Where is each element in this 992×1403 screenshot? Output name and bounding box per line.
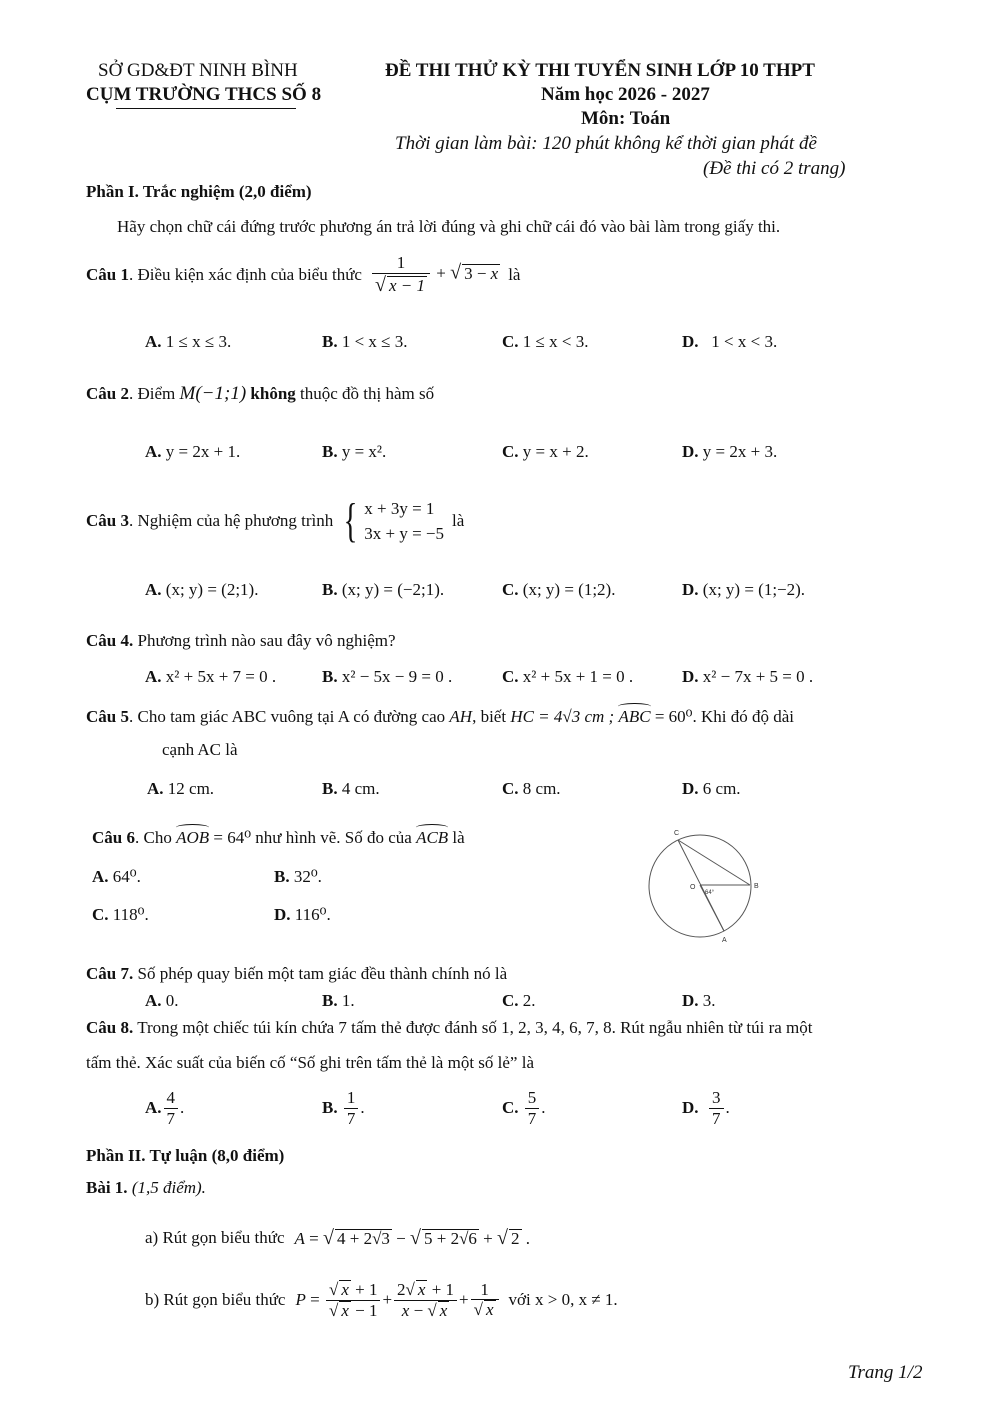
q1-label: Câu 1 [86,265,129,284]
q3-option-d: D. (x; y) = (1;−2). [682,580,806,599]
q1-option-c: C. 1 ≤ x < 3. [502,332,589,351]
q7-option-b: B. 1. [322,991,355,1010]
expression-a: A = √ 4 + 2√3 − √ 5 + 2√6 + √ 2 . [294,1226,530,1249]
school-year: Năm học 2026 - 2027 [541,84,710,105]
q1-tail: là [508,265,521,284]
q4-option-a: A. x² + 5x + 7 = 0 . [145,667,277,686]
q3-option-b: B. (x; y) = (−2;1). [322,580,445,599]
q4-option-b: B. x² − 5x − 9 = 0 . [322,667,453,686]
subject: Môn: Toán [581,108,671,129]
q8-option-b: B. $\frac{1}{7}$ . [322,1088,365,1128]
header-underline [116,108,296,109]
label-b: B [754,883,759,890]
q6-option-a: A. 64⁰. [92,867,141,886]
question-1 [86,252,520,298]
q6-option-d: D. 116⁰. [274,905,331,924]
question-7: Câu 7. Số phép quay biến một tam giác đều thành chính nó là [86,964,508,983]
part1-title: Phần I. Trắc nghiệm (2,0 điểm) [86,182,312,201]
label-c: C [674,830,680,837]
q7-option-d: D. 3. [682,991,716,1010]
q2-option-c: C. y = x + 2. [502,442,589,461]
chord-cb [678,840,750,885]
angle-abc: ABC [618,707,651,726]
q6-option-c: C. 118⁰. [92,905,149,924]
exam-title: ĐỀ THI THỬ KỲ THI TUYỂN SINH LỚP 10 THPT [385,60,815,81]
q5-label: Câu 5 [86,707,129,726]
q8-option-d: D. $\frac{3}{7}$ . [682,1088,730,1128]
q8-option-a: A. $\frac{4}{7}$ . [145,1088,185,1128]
q6-label: Câu 6 [92,828,135,847]
q1-option-b: B. 1 < x ≤ 3. [322,332,408,351]
q2-option-d: D. y = 2x + 3. [682,442,778,461]
q1-text: . Điều kiện xác định của biểu thức [128,265,362,284]
q1-option-a: A. 1 ≤ x ≤ 3. [145,332,232,351]
q6-option-b: B. 32⁰. [274,867,322,886]
bai1-heading: Bài 1. (1,5 điểm). [86,1178,206,1197]
label-angle: 64° [705,890,715,896]
q3-option-a: A. (x; y) = (2;1). [145,580,259,599]
time-limit: Thời gian làm bài: 120 phút không kể thời gian phát đề [395,133,817,154]
q4-label: Câu 4. [86,631,134,650]
q8-line2: tấm thẻ. Xác suất của biến cố “Số ghi trên tấm thẻ là một số lẻ” là [86,1053,534,1072]
bai1-part-b: b) Rút gọn biểu thức P = $\frac{√ x + 1}{√ x - 1}$ + $\frac{2√ x + 1}{x - √ x}$ + $\frac{1}{√ x}$ với x > 0, x ≠ 1. [145,1279,618,1320]
q5-option-d: D. 6 cm. [682,779,741,798]
page-number: Trang 1/2 [848,1362,923,1383]
question-6: Câu 6. Cho AOB = 64⁰ như hình vẽ. Số đo của ACB là [92,828,465,847]
q5-option-b: B. 4 cm. [322,779,380,798]
q3-option-c: C. (x; y) = (1;2). [502,580,616,599]
q1-option-d: D. 1 < x < 3. [682,332,778,351]
question-4: Câu 4. Phương trình nào sau đây vô nghiệm? [86,631,396,650]
question-5: Câu 5. Cho tam giác ABC vuông tại A có đường cao AH, biết HC = 4√3 cm ; ABC = 60⁰. Khi đó độ dài [86,707,795,726]
q4-option-c: C. x² + 5x + 1 = 0 . [502,667,634,686]
q3-label: Câu 3 [86,511,129,530]
q5-option-c: C. 8 cm. [502,779,561,798]
q1-expression: $\frac{1}{√ x - 1}$ + √ 3 − x [370,253,500,297]
q7-option-a: A. 0. [145,991,179,1010]
q2-option-b: B. y = x². [322,442,387,461]
label-a: A [722,937,727,944]
dept-name: SỞ GD&ĐT NINH BÌNH [98,60,298,81]
q8-option-c: C. $\frac{5}{7}$ . [502,1088,546,1128]
q2-label: Câu 2 [86,384,129,403]
q3-system: x + 3y = 1 3x + y = −5 [364,498,445,543]
q5-option-a: A. 12 cm. [147,779,215,798]
question-2: Câu 2. Điểm M(−1;1) không thuộc đồ thị hàm số [86,383,435,404]
angle-acb: ACB [416,828,449,847]
question-8: Câu 8. Trong một chiếc túi kín chứa 7 tấm thẻ được đánh số 1, 2, 3, 4, 6, 7, 8. Rút ngẫu nhiên từ túi ra một [86,1018,813,1037]
q8-label: Câu 8. [86,1018,134,1037]
label-o: O [690,884,696,891]
school-cluster: CỤM TRƯỜNG THCS SỐ 8 [86,84,322,105]
q7-option-c: C. 2. [502,991,536,1010]
q2-point: M(−1;1) [179,383,247,404]
part1-instruction: Hãy chọn chữ cái đứng trước phương án trả lời đúng và ghi chữ cái đó vào bài làm trong giấy thi. [117,217,781,236]
q7-label: Câu 7. [86,964,134,983]
q2-option-a: A. y = 2x + 1. [145,442,241,461]
circle-figure [640,826,770,946]
q5-line2: cạnh AC là [162,740,238,759]
q4-option-d: D. x² − 7x + 5 = 0 . [682,667,814,686]
question-3: Câu 3 . Nghiệm của hệ phương trình { x + 3y = 1 3x + y = −5 là [86,494,465,547]
page-count-note: (Đề thi có 2 trang) [703,158,846,179]
angle-aob: AOB [176,828,210,847]
bai1-part-a: a) Rút gọn biểu thức A = √ 4 + 2√3 − √ 5 + 2√6 + √ 2 . [145,1226,530,1249]
expression-p: P = $\frac{√ x + 1}{√ x - 1}$ + $\frac{2√ x + 1}{x - √ x}$ + $\frac{1}{√ x}$ [295,1280,500,1320]
part2-title: Phần II. Tự luận (8,0 điểm) [86,1146,285,1165]
